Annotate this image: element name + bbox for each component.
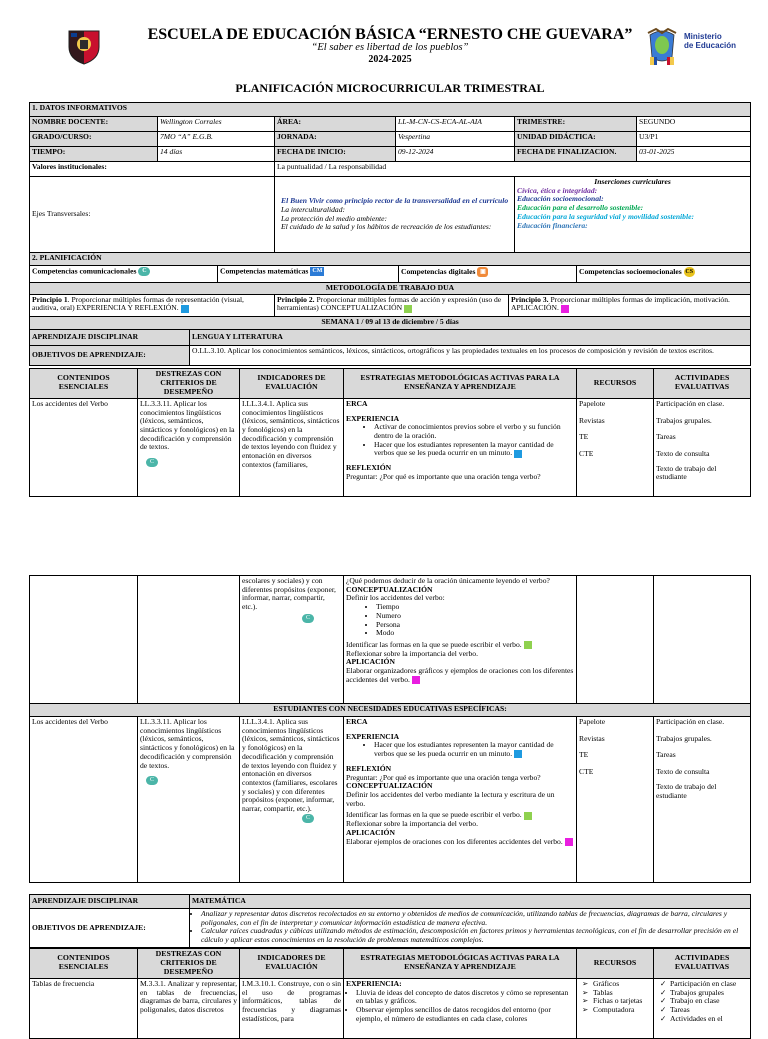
plan-title: PLANIFICACIÓN MICROCURRICULAR TRIMESTRAL	[235, 81, 545, 95]
insercion-socioemocional: Educación socioemocional:	[517, 194, 604, 204]
school-year: 2024-2025	[368, 54, 412, 65]
ministry-line1: Ministerio	[684, 32, 722, 41]
question-text: ¿Qué podemos deducir de la oración únicamente leyendo el verbo?	[346, 576, 550, 585]
accidente-item: • Numero	[376, 612, 574, 621]
nee-aplicacion-line	[346, 838, 574, 847]
comp-comunicacionales-label: Competencias comunicacionales	[32, 266, 137, 276]
row1-recursos	[577, 398, 654, 496]
inserciones-curriculares	[515, 177, 751, 253]
nee-conceptualizacion-label: CONCEPTUALIZACIÓN	[346, 781, 433, 791]
value-objetivos-ll: O.LL.3.10. Aplicar los conocimientos semánticos, léxicos, sintácticos, ortográficos y las propiedades textuales en los procesos de composición y revisión de textos escritos.	[190, 345, 751, 365]
comunicacional-icon: C	[302, 614, 314, 623]
objetivo-item: • Calcular raíces cuadradas y cúbicas utilizando métodos de estimación, descomposición en factores primos y herramientas tecnológicas, con el fin de desarrollar precisión en el cálculo y aplicar estos conocimientos en la resolución de problemas matemáticos complejos.	[201, 927, 748, 944]
eje-salud: El cuidado de la salud y los hábitos de recreación de los estudiantes:	[281, 222, 492, 232]
col-recursos: RECURSOS	[577, 369, 654, 399]
mat-actividades	[654, 978, 751, 1038]
matematica-detail-table	[29, 948, 751, 1039]
col-estrategias: ESTRATEGIAS METODOLÓGICAS ACTIVAS PARA LA ENSEÑANZA Y APRENDIZAJE	[344, 369, 577, 399]
value-area: LL-M-CN-CS-ECA-AL-AIA	[396, 117, 515, 132]
nee-experiencia-label: EXPERIENCIA	[346, 731, 400, 741]
mat-actividad-item: ✓ Trabajo en clase	[670, 997, 748, 1006]
reflexion-label: REFLEXIÓN	[346, 463, 392, 473]
row1b-indicador: escolares y sociales) y con diferentes propósitos (exponer, informar, narrar, compartir, etc.).	[242, 576, 336, 612]
comp-socioemocionales-label: Competencias socioemocionales	[579, 266, 682, 276]
experiencia-label: EXPERIENCIA	[346, 413, 400, 423]
comp-comunicacionales	[30, 266, 218, 283]
comunicacional-icon: C	[146, 776, 158, 785]
insercion-civica: Cívica, ética e integridad:	[517, 185, 598, 195]
magenta-marker-icon	[565, 838, 573, 846]
col-actividades: ACTIVIDADES EVALUATIVAS	[654, 369, 751, 399]
nee-contenido: Los accidentes del Verbo	[30, 717, 138, 883]
semana-title: SEMANA 1 / 09 al 13 de diciembre / 5 días	[30, 316, 751, 329]
lengua-table-cont	[29, 575, 751, 883]
school-motto: “El saber es libertad de los pueblos”	[311, 42, 469, 53]
value-objetivos-mat	[190, 909, 751, 948]
nee-reflexion-label: REFLEXIÓN	[346, 763, 392, 773]
principio-1-label: Principio 1	[32, 294, 68, 304]
recurso-item: Papelote	[579, 717, 606, 726]
principio-3-label: Principio 3.	[511, 294, 549, 304]
page-1	[0, 0, 768, 508]
comunicacional-icon: C	[302, 814, 314, 823]
digital-icon: ▣	[477, 267, 488, 277]
lengua-table	[29, 368, 751, 497]
principio-2-label: Principio 2.	[277, 294, 315, 304]
col-estrategias: ESTRATEGIAS METODOLÓGICAS ACTIVAS PARA LA ENSEÑANZA Y APRENDIZAJE	[344, 949, 577, 979]
label-grado: GRADO/CURSO:	[30, 132, 158, 147]
blue-marker-icon	[181, 305, 189, 313]
mat-recursos	[577, 978, 654, 1038]
page-2	[0, 574, 768, 1024]
col-destrezas: DESTREZAS CON CRITERIOS DE DESEMPEÑO	[138, 949, 240, 979]
socioemocional-icon: CS	[685, 269, 694, 275]
comunicacional-icon: C	[146, 458, 158, 467]
aplicacion-line	[346, 667, 574, 684]
blue-marker-icon	[514, 450, 522, 458]
comp-matematicas-label: Competencias matemáticas	[220, 266, 309, 276]
comp-digitales	[399, 266, 577, 283]
identificar-text: Identificar las formas en la que se puede escribir el verbo.	[346, 640, 522, 650]
green-marker-icon	[524, 641, 532, 649]
nee-indicador-cell	[240, 717, 344, 883]
nee-reflexion-text: Preguntar: ¿Por qué es importante que una oración tenga verbo?	[346, 772, 541, 782]
section-planificacion: 2. PLANIFICACIÓN	[30, 253, 751, 266]
actividad-item: Texto de trabajo del estudiante	[656, 463, 717, 482]
col-indicadores: INDICADORES DE EVALUACIÓN	[240, 949, 344, 979]
row1-destreza: LL.3.3.11. Aplicar los conocimientos lingüísticos (léxicos, semánticos, sintácticos y fonológicos) en la decodificación y comprensión de textos.	[140, 398, 235, 452]
nee-destreza-cell	[138, 717, 240, 883]
nee-aplicacion-label: APLICACIÓN	[346, 827, 395, 837]
mat-recurso-item: ➢ Computadora	[593, 1006, 651, 1015]
value-grado: 7MO “A” E.G.B.	[158, 132, 275, 147]
nee-actividades	[654, 717, 751, 883]
label-valores: Valores institucionales:	[30, 162, 275, 177]
school-name: ESCUELA DE EDUCACIÓN BÁSICA “ERNESTO CHE GUEVARA”	[147, 26, 633, 43]
recurso-item: TE	[579, 750, 589, 760]
nee-indicador: I.LL.3.4.1. Aplica sus conocimientos lingüísticos (léxicos, semánticos, sintácticos y fonológicos) en la decodificación y comprensión de textos leyendo con fluidez y entonación en diversos contextos (familiares, escolares y sociales) y con diferentes propósitos (exponer, informar, narrar, compartir, etc.).	[242, 717, 340, 814]
value-jornada: Vespertina	[396, 132, 515, 147]
exp-item: • Activar de conocimientos previos sobre el verbo y su función dentro de la oración.	[374, 423, 574, 440]
row1-indicador: I.LL.3.4.1. Aplica sus conocimientos lingüísticos (léxicos, semánticos, sintácticos y fonológicos) en la decodificación y comprensión de textos leyendo con fluidez y entonación en diversos contextos (familiares,	[240, 398, 344, 496]
nee-destreza: LL.3.3.11. Aplicar los conocimientos lingüísticos (léxicos, semánticos, sintácticos y fonológicos) en la decodificación y comprensión de textos.	[140, 717, 235, 770]
recurso-item: TE	[579, 432, 589, 442]
nee-title: ESTUDIANTES CON NECESIDADES EDUCATIVAS ESPECÍFICAS:	[30, 704, 751, 717]
exp-item-text: Hacer que los estudiantes representen la mayor cantidad de verbos que se les pueda ocurrir en un minuto.	[374, 439, 554, 458]
label-docente: NOMBRE DOCENTE:	[30, 117, 158, 132]
mat-experiencia-label: EXPERIENCIA:	[346, 978, 402, 988]
actividad-item: Tareas	[656, 750, 676, 760]
label-tiempo: TIEMPO:	[30, 147, 158, 162]
label-trimestre: TRIMESTRE:	[515, 117, 637, 132]
matematica-table	[29, 894, 751, 948]
mat-actividad-item: ✓ Tareas	[670, 1006, 748, 1015]
mat-exp-item: • Lluvia de ideas del concepto de datos discretos y cómo se representan en tablas y gráficos.	[356, 989, 574, 1006]
value-valores: La puntualidad / La responsabilidad	[275, 162, 751, 177]
row1b-indicador-cell	[240, 576, 344, 704]
mat-destreza: M.3.3.1. Analizar y representar, en tablas de frecuencias, diagramas de barra, circulares y poligonales, datos discretos	[138, 978, 240, 1038]
exp-item	[374, 441, 574, 458]
conceptualizacion-label: CONCEPTUALIZACIÓN	[346, 584, 433, 594]
row1-actividades	[654, 398, 751, 496]
col-contenidos: CONTENIDOS ESENCIALES	[30, 949, 138, 979]
col-destrezas: DESTREZAS CON CRITERIOS DE DESEMPEÑO	[138, 369, 240, 399]
col-indicadores: INDICADORES DE EVALUACIÓN	[240, 369, 344, 399]
value-trimestre: SEGUNDO	[637, 117, 751, 132]
mat-actividad-item: ✓ Participación en clase	[670, 980, 748, 989]
def-text: Definir los accidentes del verbo:	[346, 593, 445, 603]
accidente-item: • Persona	[376, 621, 574, 630]
nee-reflexionar-text: Reflexionar sobre la importancia del verbo.	[346, 819, 478, 829]
principio-2-text: Proporcionar múltiples formas de acción y expresión (uso de herramientas) CONCEPTUALIZACIÓN	[277, 294, 502, 313]
principio-1-text: . Proporcionar múltiples formas de representación (visual, auditiva, oral) EXPERIENCIA Y REFLEXIÓN.	[32, 294, 244, 313]
principio-2	[275, 294, 509, 316]
recurso-item: Revistas	[579, 415, 605, 425]
label-fin: FECHA DE FINALIZACION.	[515, 147, 637, 162]
mat-recurso-item: ➢ Tablas	[593, 989, 651, 998]
label-inicio: FECHA DE INICIO:	[275, 147, 396, 162]
reflexionar-text: Reflexionar sobre la importancia del verbo.	[346, 648, 478, 658]
mat-indicador: I.M.3.10.1. Construye, con o sin el uso de programas informáticos, tablas de frecuencias y diagramas estadísticos, para	[240, 978, 344, 1038]
nee-def-text: Definir los accidentes del verbo mediante la lectura y escritura de un verbo.	[346, 790, 555, 808]
ministry-logo	[644, 27, 744, 67]
row1b-actividades	[654, 576, 751, 704]
accidente-item: • Tiempo	[376, 603, 574, 612]
label-aprendizaje-ll: APRENDIZAJE DISCIPLINAR	[30, 329, 190, 345]
actividad-item: Trabajos grupales.	[656, 415, 712, 425]
magenta-marker-icon	[412, 676, 420, 684]
nee-recursos	[577, 717, 654, 883]
green-marker-icon	[524, 812, 532, 820]
comp-digitales-label: Competencias digitales	[401, 266, 476, 276]
page-gap	[0, 508, 768, 574]
nee-identificar-text: Identificar las formas en la que se puede escribir el verbo.	[346, 810, 522, 820]
label-jornada: JORNADA:	[275, 132, 396, 147]
mat-contenido: Tablas de frecuencia	[30, 978, 138, 1038]
erca-label: ERCA	[346, 398, 368, 408]
row1-estrategias	[344, 398, 577, 496]
aplicacion-label: APLICACIÓN	[346, 657, 395, 667]
actividad-item: Participación en clase.	[656, 717, 725, 726]
label-unidad: UNIDAD DIDÁCTICA:	[515, 132, 637, 147]
magenta-marker-icon	[561, 305, 569, 313]
value-inicio: 09-12-2024	[396, 147, 515, 162]
insercion-vial: Educación para la seguridad vial y movilidad sostenible:	[517, 211, 694, 221]
col-contenidos: CONTENIDOS ESENCIALES	[30, 369, 138, 399]
insercion-sostenible: Educación para el desarrollo sostenible:	[517, 203, 644, 213]
row1b-estrategias	[344, 576, 577, 704]
recurso-item: Papelote	[579, 398, 606, 408]
value-aprendizaje-ll: LENGUA Y LITERATURA	[190, 329, 751, 345]
recurso-item: Revistas	[579, 733, 605, 743]
insercion-financiera: Educación financiera:	[517, 220, 588, 230]
actividad-item: Participación en clase.	[656, 398, 725, 408]
comunicacional-icon: C	[138, 267, 150, 276]
actividad-item: Texto de consulta	[656, 767, 710, 777]
value-fin: 03-01-2025	[637, 147, 751, 162]
inserciones-title: Inserciones curriculares	[594, 177, 671, 186]
mat-recurso-item: ➢ Fichas o tarjetas	[593, 997, 651, 1006]
accidente-item: • Modo	[376, 629, 574, 638]
col-actividades: ACTIVIDADES EVALUATIVAS	[654, 949, 751, 979]
label-ejes: Ejes Transversales:	[30, 177, 275, 253]
recurso-item: CTE	[579, 449, 594, 459]
value-tiempo: 14 días	[158, 147, 275, 162]
value-docente: Wellington Corrales	[158, 117, 275, 132]
label-objetivos-ll: OBJETIVOS DE APRENDIZAJE:	[30, 345, 190, 365]
label-aprendizaje-mat: APRENDIZAJE DISCIPLINAR	[30, 895, 190, 909]
mat-actividad-item: ✓ Trabajos grupales	[670, 989, 748, 998]
nee-exp-item	[374, 741, 574, 758]
label-area: ÁREA:	[275, 117, 396, 132]
nee-aplicacion-text: Elaborar ejemplos de oraciones con los diferentes accidentes del verbo.	[346, 836, 563, 846]
mat-actividad-item: ✓ Actividades en el	[670, 1015, 748, 1024]
green-marker-icon	[404, 305, 412, 313]
principio-1	[30, 294, 275, 316]
metodologia-title: METODOLOGÍA DE TRABAJO DUA	[30, 283, 751, 295]
row1b-contenido	[30, 576, 138, 704]
school-shield-logo	[66, 27, 102, 65]
value-unidad: U3/P1	[637, 132, 751, 147]
ejes-transversales	[275, 177, 515, 253]
label-objetivos-mat: OBJETIVOS DE APRENDIZAJE:	[30, 909, 190, 948]
ministry-line2: de Educación	[684, 40, 737, 50]
nee-exp-item-text: Hacer que los estudiantes representen la mayor cantidad de verbos que se les pueda ocurrir en un minuto.	[374, 740, 554, 759]
reflexion-text: Preguntar: ¿Por qué es importante que una oración tenga verbo?	[346, 471, 541, 481]
row1-destreza-cell	[138, 398, 240, 496]
eje-medio-ambiente: La protección del medio ambiente:	[281, 213, 388, 223]
nee-erca-label: ERCA	[346, 717, 368, 726]
blue-marker-icon	[514, 750, 522, 758]
mat-exp-item: • Observar ejemplos sencillos de datos recogidos del entorno (por ejemplo, el número de estudiantes en cada clase, colores	[356, 1006, 574, 1023]
row1b-recursos	[577, 576, 654, 704]
row1-contenido: Los accidentes del Verbo	[30, 398, 138, 496]
comp-socioemocionales	[577, 266, 751, 283]
actividad-item: Trabajos grupales.	[656, 733, 712, 743]
matematica-icon: CM	[312, 268, 323, 274]
principio-3-text: Proporcionar múltiples formas de implicación, motivación. APLICACIÓN.	[511, 294, 730, 313]
col-recursos: RECURSOS	[577, 949, 654, 979]
recurso-item: CTE	[579, 767, 594, 777]
actividad-item: Tareas	[656, 432, 676, 442]
comp-matematicas	[218, 266, 399, 283]
eje-buen-vivir: El Buen Vivir como principio rector de la transversalidad en el currículo	[281, 196, 509, 206]
nee-estrategias	[344, 717, 577, 883]
actividad-item: Texto de trabajo del estudiante	[656, 781, 717, 800]
objetivo-item: • Analizar y representar datos discretos recolectados en su entorno y obtenidos de medios de comunicación, utilizando tablas de frecuencias, diagramas de barra, circulares y poligonales, con el fin de interpretar y comunicar información estadística de manera efectiva.	[201, 910, 748, 927]
principio-3	[509, 294, 751, 316]
mat-recurso-item: ➢ Gráficos	[593, 980, 651, 989]
row1b-destreza	[138, 576, 240, 704]
eje-interculturalidad: La interculturalidad:	[281, 204, 346, 214]
aplicacion-text: Elaborar organizadores gráficos y ejemplos de oraciones con los diferentes accidentes del verbo.	[346, 666, 574, 684]
actividad-item: Texto de consulta	[656, 449, 710, 459]
mat-estrategias	[344, 978, 577, 1038]
datos-informativos-table	[29, 102, 751, 253]
section-datos: 1. DATOS INFORMATIVOS	[30, 103, 751, 117]
ecuador-coat-of-arms-icon	[644, 27, 680, 67]
value-aprendizaje-mat: MATEMÁTICA	[190, 895, 751, 909]
planificacion-table	[29, 252, 751, 366]
